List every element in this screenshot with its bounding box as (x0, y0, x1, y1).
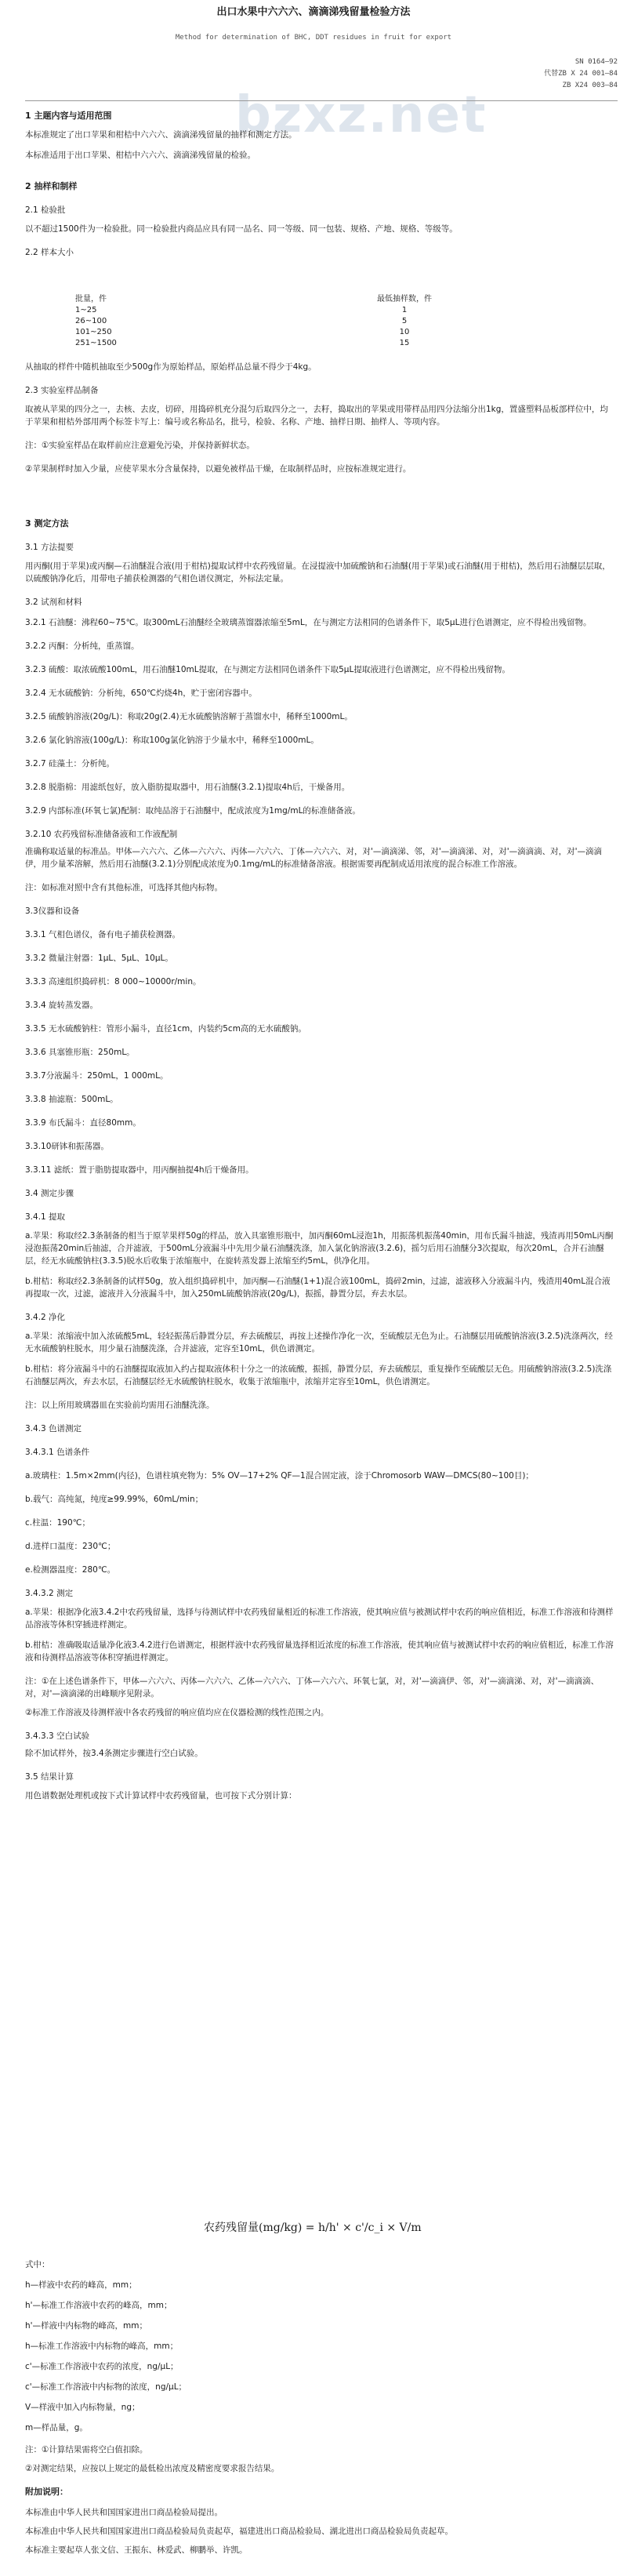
table-cell: 10 (399, 328, 410, 336)
section-heading: 2 抽样和制样 (25, 181, 78, 191)
table-row (75, 316, 436, 327)
subsection-heading: 3.4.3.3 空白试验 (25, 1731, 90, 1741)
paragraph: b.柑桔：准确吸取适量净化液3.4.2进行色谱测定，根据样液中农药残留量选择相近浓度的标准工作溶液，使其响应值与被测试样中农药的响应值相近，标准工作溶液和待测样品溶液等体积穿插进样测定。 (25, 1640, 614, 1662)
paragraph: d.进样口温度：230℃； (25, 1542, 116, 1551)
subsection-heading: 2.1 检验批 (25, 205, 66, 215)
section-heading: 3 测定方法 (25, 518, 69, 529)
sample-size-table (75, 294, 436, 349)
paragraph: 3.2.7 硅藻土：分析纯。 (25, 759, 115, 768)
variable-definition: m—样品量，g。 (25, 2423, 88, 2432)
formula-variables (25, 2258, 614, 2475)
paragraph: 本标准由中华人民共和国国家进出口商品检验局提出。 (25, 2508, 223, 2517)
paragraph: 本标准由中华人民共和国国家进出口商品检验局负责起草，福建进出口商品检验局、湖北进出口商品检验局负责起草。 (25, 2527, 453, 2536)
standard-code: 代替ZB X 24 001—84 (544, 70, 618, 78)
variables-title: 式中： (25, 2260, 50, 2269)
standard-codes (544, 56, 618, 92)
formula (204, 2219, 422, 2235)
table-cell: 101~250 (75, 328, 112, 336)
paragraph: 3.3.3 高速组织捣碎机：8 000~10000r/min。 (25, 977, 201, 986)
table-header-cell: 批量，件 (75, 295, 107, 303)
variable-definition: c'—标准工作溶液中内标物的浓度，ng/μL； (25, 2382, 187, 2392)
paragraph: b.载气：高纯氮，纯度≥99.99%，60mL/min； (25, 1495, 204, 1504)
document-title: 出口水果中六六六、滴滴涕残留量检验方法 (216, 6, 411, 18)
table-cell: 15 (399, 339, 410, 347)
table-cell: 1~25 (75, 306, 97, 314)
section-1 (25, 110, 614, 162)
appendix-heading: 附加说明： (25, 2487, 68, 2497)
variable-definition: V—样液中加入内标物量，ng； (25, 2403, 140, 2412)
section-2 (25, 180, 614, 259)
note: ②标准工作溶液及待测样液中各农药残留的响应值均应在仪器检测的线性范围之内。 (25, 1708, 329, 1717)
section-3 (25, 518, 614, 1802)
table-cell: 5 (401, 317, 408, 325)
paragraph: 3.2.3 硫酸：取浓硫酸100mL，用石油醚10mL提取，在与测定方法相同色谱条件下取5μL提取液进行色谱测定，应不得检出残留物。 (25, 665, 510, 674)
table-row (75, 305, 436, 316)
paragraph: 3.3.7分液漏斗：250mL，1 000mL。 (25, 1071, 169, 1081)
paragraph: 用色谱数据处理机或按下式计算试样中农药残留量，也可按下式分别计算： (25, 1791, 297, 1800)
variable-definition: h'—样液中内标物的峰高，mm； (25, 2321, 147, 2331)
note: 注：以上所用玻璃器皿在实验前均需用石油醚洗涤。 (25, 1401, 215, 1410)
watermark: bzxz.net (235, 86, 487, 144)
subsection-heading: 3.3仪器和设备 (25, 907, 80, 916)
paragraph: 取被从苹果的四分之一，去核、去皮，切碎，用捣碎机充分混匀后取四分之一，去籽，捣取出的苹果或用带样品用四分法缩分出1kg，置盛塑料品板部样位中，均于苹果和柑桔外部用两个标签卡写上：编号或名称品名，批号，检验、名称、产地、抽样日期、抽样人、等项内容。 (25, 405, 608, 427)
paragraph: 3.2.9 内部标准(环氧七氯)配制：取纯品溶于石油醚中，配成浓度为1mg/mL的标准储备液。 (25, 806, 361, 816)
subsection-heading: 3.5 结果计算 (25, 1772, 74, 1782)
paragraph: 本标准主要起草人张文信、王振东、林爱武、柳鹏举、许凯。 (25, 2545, 248, 2555)
paragraph: 3.2.6 氯化钠溶液(100g/L)：称取100g氯化钠溶于少量水中，稀释至1000mL。 (25, 736, 319, 745)
section-2-continued (25, 361, 614, 475)
note: 注：如标准对照中含有其他标准，可选择其他内标物。 (25, 883, 223, 892)
subsection-heading: 2.2 样本大小 (25, 248, 74, 257)
paragraph: b.柑桔：称取经2.3条制备的试样50g，放入组织捣碎机中，加丙酮—石油醚(1+1)混合液100mL，捣碎2min，过滤，滤液移入分液漏斗内，残渣用40mL混合液再提取一次，过滤，滤液并入分液漏斗中，加入250mL硫酸钠溶液(20g/L)，振摇，静置分层，弃去水层。 (25, 1277, 611, 1299)
paragraph: 3.2.4 无水硫酸钠：分析纯，650℃灼烧4h，贮于密闭容器中。 (25, 689, 257, 698)
divider (25, 100, 618, 101)
paragraph: 本标准适用于出口苹果、柑桔中六六六、滴滴涕残留量的检验。 (25, 151, 256, 160)
paragraph: a.玻璃柱：1.5m×2mm(内径)，色谱柱填充物为：5% OV—17+2% QF—1混合固定液，涂于Chromosorb WAW—DMCS(80~100目)； (25, 1471, 534, 1481)
standard-code: ZB X24 003—84 (562, 82, 618, 89)
subsection-heading: 3.4.1 提取 (25, 1212, 66, 1222)
paragraph: 除不加试样外，按3.4条测定步骤进行空白试验。 (25, 1749, 203, 1758)
paragraph: 3.3.1 气相色谱仪，备有电子捕获检测器。 (25, 930, 181, 939)
table-cell: 1 (401, 306, 408, 314)
subsection-heading: 3.4.3 色谱测定 (25, 1424, 82, 1433)
subsection-heading: 3.4.2 净化 (25, 1313, 66, 1322)
paragraph: a.苹果：根据净化液3.4.2中农药残留量，选择与待测试样中农药残留量相近的标准工作溶液，使其响应值与被测试样中农药的响应值相近，标准工作溶液和待测样品溶液等体积穿插进样测定。 (25, 1608, 614, 1630)
table-row (75, 327, 436, 338)
paragraph: 用丙酮(用于苹果)或丙酮—石油醚混合液(用于柑桔)提取试样中农药残留量。在浸提液中加硫酸钠和石油醚(用于苹果)或石油醚(用于柑桔)，然后用石油醚层层取，以硫酸钠净化后，用带电子捕获检测器的气相色谱仪测定，外标法定量。 (25, 561, 611, 583)
subsection-heading: 3.4 测定步骤 (25, 1189, 74, 1198)
paragraph: 准确称取适量的标准品。甲体—六六六、乙体—六六六、丙体—六六六、丁体—六六六、对，对'—滴滴涕、邻，对'—滴滴涕、对，对'—滴滴滴、对，对'—滴滴伊，用少量苯溶解，然后用石油醚(3.2.1)分别配成浓度为0.1mg/mL的标准储备溶液。根据需要再配制成适用浓度的混合标准工作溶液。 (25, 847, 603, 869)
paragraph: 3.3.10研钵和振荡器。 (25, 1142, 109, 1151)
subsection-heading: 3.4.3.1 色谱条件 (25, 1448, 90, 1457)
formula-lhs: 农药残留量(mg/kg) = (204, 2222, 315, 2234)
variable-definition: h—标准工作溶液中内标物的峰高，mm； (25, 2342, 179, 2351)
note: 注：①实验室样品在取样前应注意避免污染，并保持新鲜状态。 (25, 441, 255, 450)
note: 注：①计算结果需将空白值扣除。 (25, 2445, 148, 2454)
paragraph: 以不超过1500件为一检验批。同一检验批内商品应具有同一品名、同一等级、同一包装、规格、产地、规格、等级等。 (25, 224, 458, 234)
paragraph: 3.3.6 具塞锥形瓶：250mL。 (25, 1048, 135, 1057)
paragraph: 3.2.10 农药残留标准储备液和工作液配制 (25, 830, 178, 839)
note: ②苹果制样时加入少量，应使苹果水分含量保持，以避免被样品干燥，在取制样品时，应按标准规定进行。 (25, 464, 411, 474)
table-row (75, 338, 436, 349)
subsection-heading: 3.4.3.2 测定 (25, 1589, 74, 1598)
paragraph: a.苹果：浓缩液中加入浓硫酸5mL，轻轻振荡后静置分层，弃去硫酸层，再按上述操作净化一次，至硫酸层无色为止。石油醚层用硫酸钠溶液(3.2.5)洗涤两次，经无水硫酸钠柱脱水，用少量石油醚洗涤，合并滤液，定容至10mL，供色谱测定。 (25, 1332, 613, 1353)
variable-definition: c'—标准工作溶液中农药的浓度，ng/μL； (25, 2362, 179, 2371)
appendix (25, 2486, 614, 2556)
formula-rhs: h/h' × c'/c_i × V/m (317, 2222, 422, 2234)
note: 注：①在上述色谱条件下，甲体—六六六、丙体—六六六、乙体—六六六、丁体—六六六、环氧七氯，对，对'—滴滴伊、邻，对'—滴滴涕、对，对'—滴滴滴、对，对'—滴滴涕的出峰顺序见附录。 (25, 1677, 600, 1699)
paragraph: 3.3.9 布氏漏斗：直径80mm。 (25, 1118, 141, 1128)
paragraph: 从抽取的样件中随机抽取至少500g作为原始样品，原始样品总量不得少于4kg。 (25, 362, 317, 372)
subsection-heading: 3.2 试剂和材料 (25, 598, 82, 607)
table-cell: 251~1500 (75, 339, 117, 347)
paragraph: 本标准规定了出口苹果和柑桔中六六六、滴滴涕残留量的抽样和测定方法。 (25, 130, 297, 140)
variable-definition: h'—标准工作溶液中农药的峰高，mm； (25, 2301, 172, 2310)
paragraph: e.检测器温度：280℃。 (25, 1565, 116, 1575)
table-header-cell: 最低抽样数，件 (377, 295, 432, 303)
paragraph: 3.2.1 石油醚：沸程60~75℃。取300mL石油醚经全玻璃蒸馏器浓缩至5mL，在与测定方法相同的色谱条件下，取5μL进行色谱测定，应不得检出残留物。 (25, 618, 592, 627)
subsection-heading: 3.1 方法提要 (25, 543, 74, 552)
paragraph: 3.2.2 丙酮：分析纯，重蒸馏。 (25, 641, 140, 651)
paragraph: b.柑桔：将分液漏斗中的石油醚提取液加入约占提取液体积十分之一的浓硫酸，振摇，静置分层，弃去硫酸层，重复操作至硫酸层无色。用硫酸钠溶液(3.2.5)洗涤石油醚层两次，弃去水层，石油醚层经无水硫酸钠柱脱水，收集于浓缩瓶中，浓缩并定容至10mL，供色谱测定。 (25, 1364, 612, 1386)
paragraph: c.柱温：190℃； (25, 1518, 90, 1528)
standard-code: SN 0164—92 (574, 58, 618, 66)
paragraph: 3.2.5 硫酸钠溶液(20g/L)：称取20g(2.4)无水硫酸钠溶解于蒸馏水中，稀释至1000mL。 (25, 712, 353, 721)
variable-definition: h—样液中农药的峰高，mm； (25, 2280, 137, 2290)
table-header (75, 294, 436, 305)
paragraph: 3.3.4 旋转蒸发器。 (25, 1001, 99, 1010)
paragraph: 3.3.11 滤纸：置于脂肪提取器中，用丙酮抽提4h后干燥备用。 (25, 1165, 254, 1175)
note: ②对测定结果，应按以上规定的最低检出浓度及精密度要求报告结果。 (25, 2464, 280, 2473)
section-heading: 1 主题内容与适用范围 (25, 111, 112, 121)
paragraph: 3.3.5 无水硫酸钠柱：管形小漏斗，直径1cm，内装约5cm高的无水硫酸钠。 (25, 1024, 306, 1034)
paragraph: 3.3.8 抽滤瓶：500mL。 (25, 1095, 118, 1104)
subsection-heading: 2.3 实验室样品制备 (25, 386, 99, 395)
paragraph: 3.3.2 微量注射器：1μL、5μL、10μL。 (25, 954, 173, 963)
paragraph: a.苹果：称取经2.3条制备的相当于原苹果样50g的样品，放入具塞锥形瓶中，加丙酮60mL浸泡1h，用振荡机振荡40min，用布氏漏斗抽滤，残渣再用50mL丙酮浸泡振荡20min后抽滤，合并滤液，于500mL分液漏斗中先用少量石油醚洗涤，加入氯化钠溶液(3.2.6)，摇匀后用石油醚分3次提取，每次20mL，合并石油醚层，经无水硫酸钠柱(3.3.5)脱水后收集于浓缩瓶中，在旋转蒸发器上浓缩至约5mL，供净化用。 (25, 1231, 614, 1266)
document-subtitle: Method for determination of BHC, DDT residues in fruit for export (175, 34, 452, 42)
table-cell: 26~100 (75, 317, 107, 325)
paragraph: 3.2.8 脱脂棉：用滤纸包好，放入脂肪提取器中，用石油醚(3.2.1)提取4h后，干燥备用。 (25, 783, 350, 792)
